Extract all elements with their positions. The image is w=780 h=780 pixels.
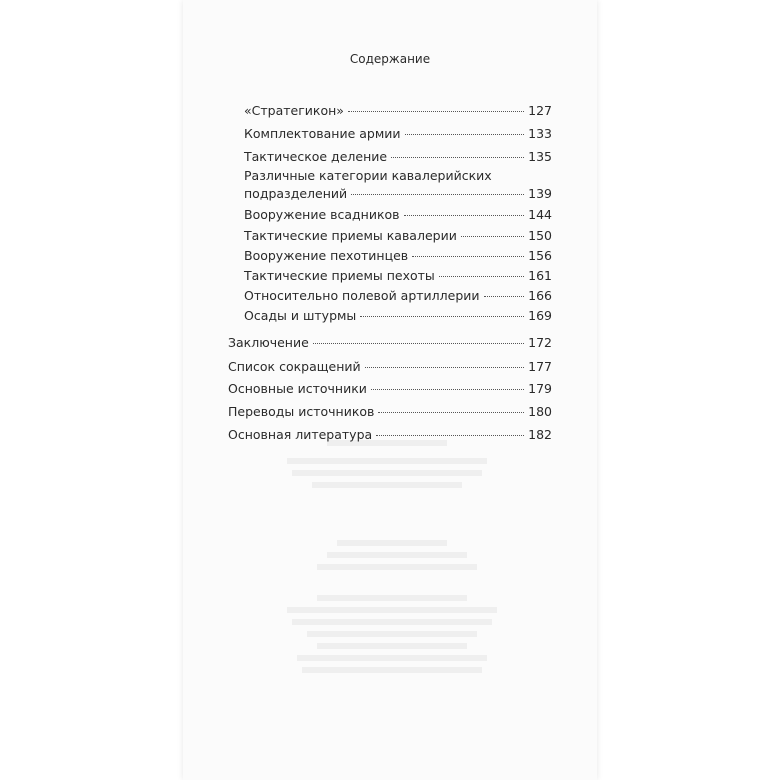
toc-entry-page: 179 — [528, 381, 552, 396]
toc-entry — [228, 359, 552, 375]
toc-entry-label: Переводы источников — [228, 404, 375, 419]
toc-entry — [228, 404, 552, 420]
toc-entry-page: 127 — [528, 103, 552, 118]
dot-leader — [378, 411, 524, 413]
bleed-through-texture — [183, 430, 597, 694]
toc-entry — [244, 308, 552, 324]
toc-entry-page: 169 — [528, 308, 552, 323]
dot-leader — [365, 366, 525, 368]
dot-leader — [351, 193, 524, 195]
toc-entry — [244, 248, 552, 264]
toc-entry-page: 139 — [528, 186, 552, 201]
dot-leader — [313, 342, 524, 344]
toc-entry-label: Основная литература — [228, 427, 373, 442]
toc-entry — [244, 228, 552, 244]
toc-entry-label-line1: Различные категории кавалерийских — [244, 168, 492, 183]
toc-entry-page: 156 — [528, 248, 552, 263]
dot-leader — [391, 156, 524, 158]
dot-leader — [405, 133, 525, 135]
dot-leader — [404, 214, 525, 216]
book-page — [183, 0, 597, 780]
dot-leader — [439, 275, 524, 277]
toc-entry-label: Список сокращений — [228, 359, 361, 374]
toc-entry-page: 144 — [528, 207, 552, 222]
toc-entry — [244, 288, 552, 304]
toc-entry-page: 166 — [528, 288, 552, 303]
toc-entry — [244, 186, 552, 202]
toc-entry-label: Комплектование армии — [244, 126, 401, 141]
page-title: Содержание — [349, 52, 431, 66]
toc-entry-page: 177 — [528, 359, 552, 374]
toc-entry-page: 135 — [528, 149, 552, 164]
dot-leader — [461, 235, 524, 237]
toc-entry — [244, 126, 552, 142]
toc-entry — [228, 381, 552, 397]
toc-entry — [244, 268, 552, 284]
toc-entry-label: Заключение — [228, 335, 309, 350]
dot-leader — [348, 110, 524, 112]
toc-entry-label: Осады и штурмы — [244, 308, 357, 323]
toc-entry — [244, 103, 552, 119]
toc-entry-label: Тактические приемы кавалерии — [244, 228, 457, 243]
toc-entry-label: Вооружение пехотинцев — [244, 248, 409, 263]
toc-entry-page: 182 — [528, 427, 552, 442]
dot-leader — [371, 388, 524, 390]
toc-entry — [228, 335, 552, 351]
toc-entry-label-line2: подразделений — [244, 186, 348, 201]
toc-entry-label: Вооружение всадников — [244, 207, 400, 222]
toc-entry-label: Тактическое деление — [244, 149, 388, 164]
dot-leader — [412, 255, 524, 257]
toc-entry-label: Основные источники — [228, 381, 367, 396]
toc-entry-label: «Стратегикон» — [244, 103, 344, 118]
dot-leader — [360, 315, 524, 317]
toc-entry-label: Относительно полевой артиллерии — [244, 288, 480, 303]
bleed-through-lines — [183, 430, 597, 690]
toc-entry-page: 150 — [528, 228, 552, 243]
toc-entry-page: 161 — [528, 268, 552, 283]
toc-entry — [244, 207, 552, 223]
toc-entry-page: 180 — [528, 404, 552, 419]
dot-leader — [484, 295, 525, 297]
toc-entry-page: 133 — [528, 126, 552, 141]
toc-entry-label: Тактические приемы пехоты — [244, 268, 435, 283]
toc-entry-page: 172 — [528, 335, 552, 350]
toc-entry — [244, 149, 552, 165]
